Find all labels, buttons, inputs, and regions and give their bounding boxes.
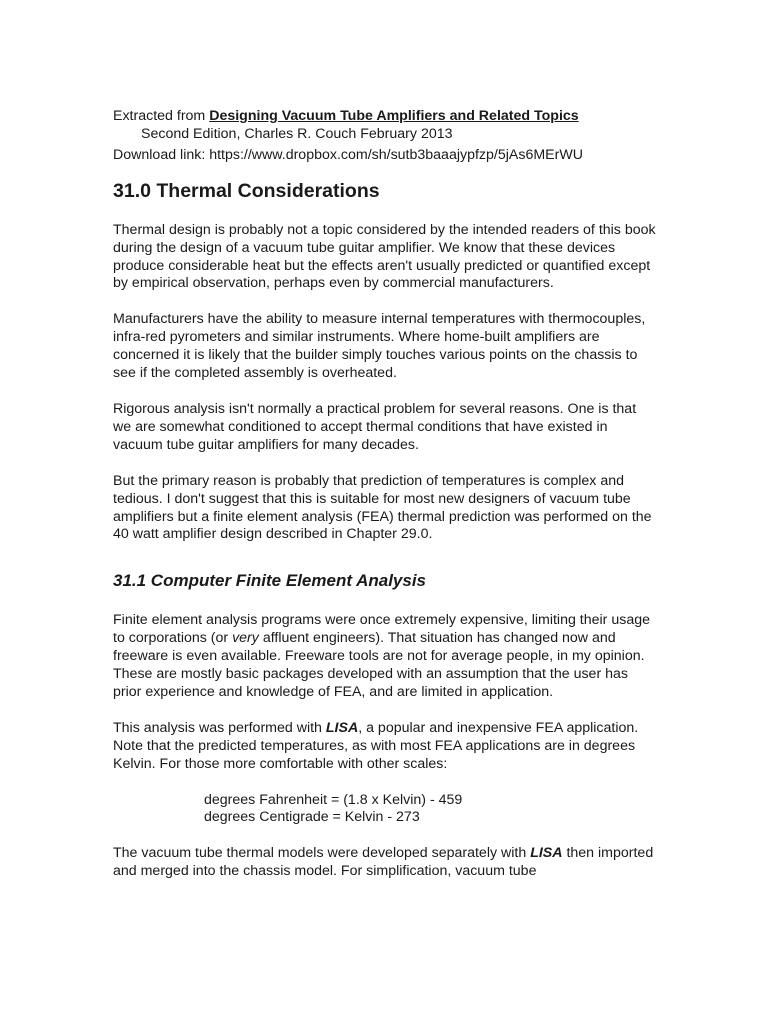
section-paragraph-3: Rigorous analysis isn't normally a practical problem for several reasons. One is that we are somewhat conditioned to accept thermal conditions that have existed in vacuum tube guitar amplifiers for many decades. — [113, 400, 637, 453]
section-heading: 31.0 Thermal Considerations — [113, 179, 380, 202]
subsection-paragraph-3-part-a: The vacuum tube thermal models were developed separately with — [113, 845, 531, 862]
section-paragraph-2: Manufacturers have the ability to measure internal temperatures with thermocouples, infra-red pyrometers and similar instruments. Where home-built amplifiers are concerned it is likely that the builder simply touches various points on the chassis to see if the completed assembly is overheated. — [113, 311, 646, 382]
source-line — [113, 108, 658, 126]
source-book-title: Designing Vacuum Tube Amplifiers and Related Topics — [209, 108, 579, 124]
document-content — [113, 108, 658, 881]
lisa-software-name: LISA — [530, 845, 563, 862]
subsection-paragraph-3-part-b: then imported and merged into the chassis model. For simplification, vacuum tube — [113, 845, 654, 880]
source-prefix: Extracted from — [113, 108, 210, 124]
subsection-paragraph-1-part-b: affluent engineers). That situation has changed now and freeware is even available. Freeware tools are not for average people, in my opinion. These are mostly basic packages developed with an assumption that the user has prior experience and knowledge of FEA, and are limited in application. — [113, 630, 645, 700]
download-link-line: Download link: https://www.dropbox.com/sh/sutb3baaajypfzp/5jAs6MErWU — [113, 146, 583, 163]
source-edition: Second Edition, Charles R. Couch February 2013 — [141, 125, 453, 142]
subsection-paragraph-3 — [113, 845, 658, 881]
subsection-heading: 31.1 Computer Finite Element Analysis — [113, 571, 427, 591]
subsection-paragraph-1 — [113, 612, 658, 702]
lisa-software-name: LISA — [325, 719, 359, 736]
subsection-paragraph-2-part-b: , a popular and inexpensive FEA application. Note that the predicted temperatures, as with most FEA applications are in degrees Kelvin. For those more comfortable with other scales: — [113, 719, 639, 772]
fahrenheit-formula: degrees Fahrenheit = (1.8 x Kelvin) - 459 — [204, 791, 463, 808]
section-paragraph-1: Thermal design is probably not a topic considered by the intended readers of this book during the design of a vacuum tube guitar amplifier. We know that these devices produce considerable heat but the effects aren't usually predicted or quantified except by empirical observation, perhaps even by commercial manufacturers. — [113, 221, 656, 292]
subsection-paragraph-2 — [113, 720, 658, 774]
subsection-paragraph-1-part-a: Finite element analysis programs were once extremely expensive, limiting their usage to corporations (or — [113, 612, 651, 647]
centigrade-formula: degrees Centigrade = Kelvin - 273 — [204, 809, 420, 826]
emphasis-very: very — [232, 630, 259, 647]
conversion-formulas — [113, 792, 658, 828]
section-paragraph-4: But the primary reason is probably that prediction of temperatures is complex and tedious. I don't suggest that this is suitable for most new designers of vacuum tube amplifiers but a finite element analysis (FEA) thermal prediction was performed on the 40 watt amplifier design described in Chapter 29.0. — [113, 472, 652, 543]
subsection-paragraph-2-part-a: This analysis was performed with — [113, 719, 326, 736]
